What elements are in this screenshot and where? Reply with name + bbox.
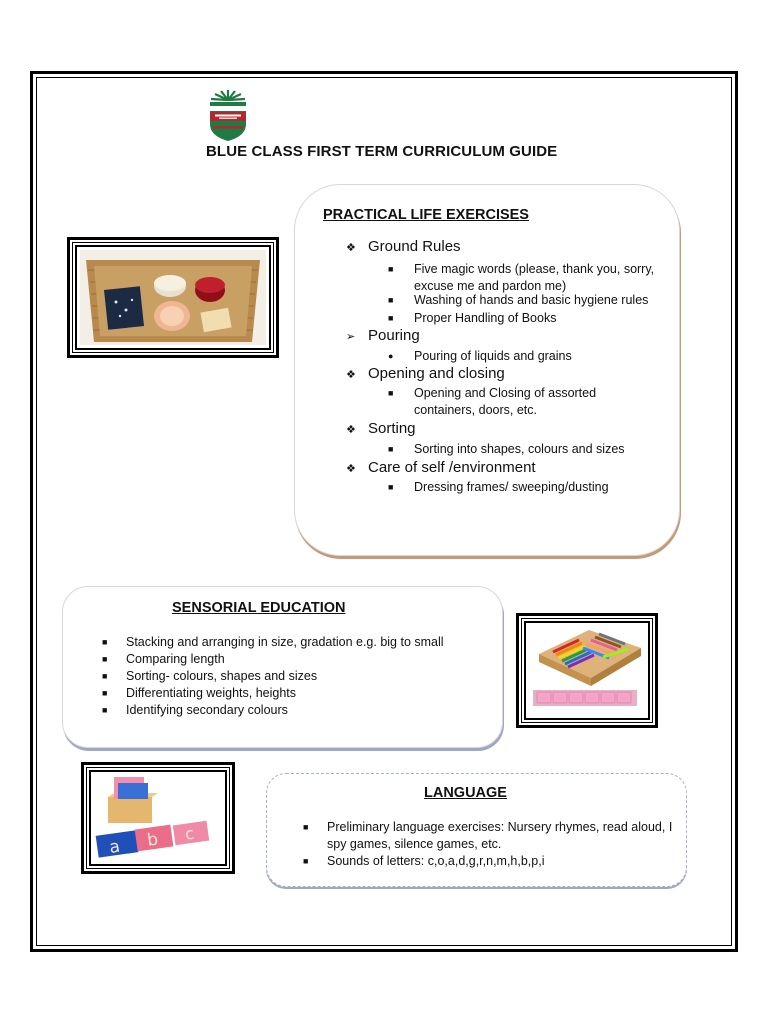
section-opening-closing: ❖ Opening and closing [346, 365, 505, 382]
language-list [303, 819, 673, 870]
list-item: ■ Proper Handling of Books [388, 311, 557, 325]
document-title: BLUE CLASS FIRST TERM CURRICULUM GUIDE [206, 143, 558, 160]
colour-tablets-photo [516, 613, 658, 728]
list-item: ■ Dressing frames/ sweeping/dusting [388, 480, 609, 494]
square-bullet-icon: ■ [388, 482, 394, 492]
practical-life-heading: PRACTICAL LIFE EXERCISES [323, 207, 529, 223]
list-item: ■ Opening and Closing of assorted containers, doors, etc. [388, 386, 597, 417]
square-bullet-icon: ■ [102, 705, 108, 715]
square-bullet-icon: ■ [102, 637, 108, 647]
basket-photo [67, 237, 279, 358]
list-item: ■ Five magic words (please, thank you, sorry, excuse me and pardon me) [388, 262, 655, 293]
svg-text:a: a [108, 836, 122, 858]
square-bullet-icon: ■ [388, 295, 394, 305]
square-bullet-icon: ■ [388, 388, 394, 398]
square-bullet-icon: ■ [102, 688, 108, 698]
svg-text:c: c [183, 823, 196, 844]
square-bullet-icon: ■ [388, 313, 394, 323]
list-item: ■ Preliminary language exercises: Nursery rhymes, read aloud, I spy games, silence games, etc. [303, 820, 673, 851]
sandpaper-letters-image [94, 775, 222, 861]
square-bullet-icon: ■ [102, 654, 108, 664]
svg-text:b: b [145, 829, 160, 851]
list-item: ■ Comparing length [102, 652, 225, 666]
list-item: ■ Sounds of letters: c,o,a,d,g,r,n,m,h,b,p,i [303, 854, 545, 868]
list-item: ● Pouring of liquids and grains [388, 349, 572, 363]
sensorial-list [102, 634, 492, 719]
sandpaper-letters-photo [81, 762, 235, 874]
section-pouring: ➢ Pouring [346, 327, 420, 344]
school-crest-icon [207, 88, 249, 142]
diamond-bullet-icon: ❖ [346, 463, 356, 475]
square-bullet-icon: ■ [388, 444, 394, 454]
diamond-bullet-icon: ❖ [346, 242, 356, 254]
list-item: ■ Differentiating weights, heights [102, 686, 297, 700]
sensorial-heading: SENSORIAL EDUCATION [172, 600, 346, 616]
square-bullet-icon: ■ [303, 856, 309, 866]
diamond-bullet-icon: ❖ [346, 424, 356, 436]
list-item: ■ Washing of hands and basic hygiene rules [388, 293, 649, 307]
language-heading: LANGUAGE [424, 785, 507, 801]
diamond-bullet-icon: ❖ [346, 369, 356, 381]
list-item: ■ Identifying secondary colours [102, 703, 288, 717]
square-bullet-icon: ■ [388, 264, 394, 274]
practical-life-basket-image [80, 250, 266, 345]
square-bullet-icon: ■ [303, 822, 309, 832]
list-item: ■ Sorting into shapes, colours and sizes [388, 442, 625, 456]
list-item: ■ Sorting- colours, shapes and sizes [102, 669, 318, 683]
section-care-of-self: ❖ Care of self /environment [346, 459, 536, 476]
colour-tablets-box-image [529, 626, 645, 715]
section-sorting: ❖ Sorting [346, 420, 416, 437]
arrow-bullet-icon: ➢ [346, 331, 356, 343]
square-bullet-icon: ■ [102, 671, 108, 681]
list-item: ■ Stacking and arranging in size, gradation e.g. big to small [102, 635, 444, 649]
round-bullet-icon: ● [388, 351, 394, 361]
section-ground-rules: ❖ Ground Rules [346, 238, 461, 255]
